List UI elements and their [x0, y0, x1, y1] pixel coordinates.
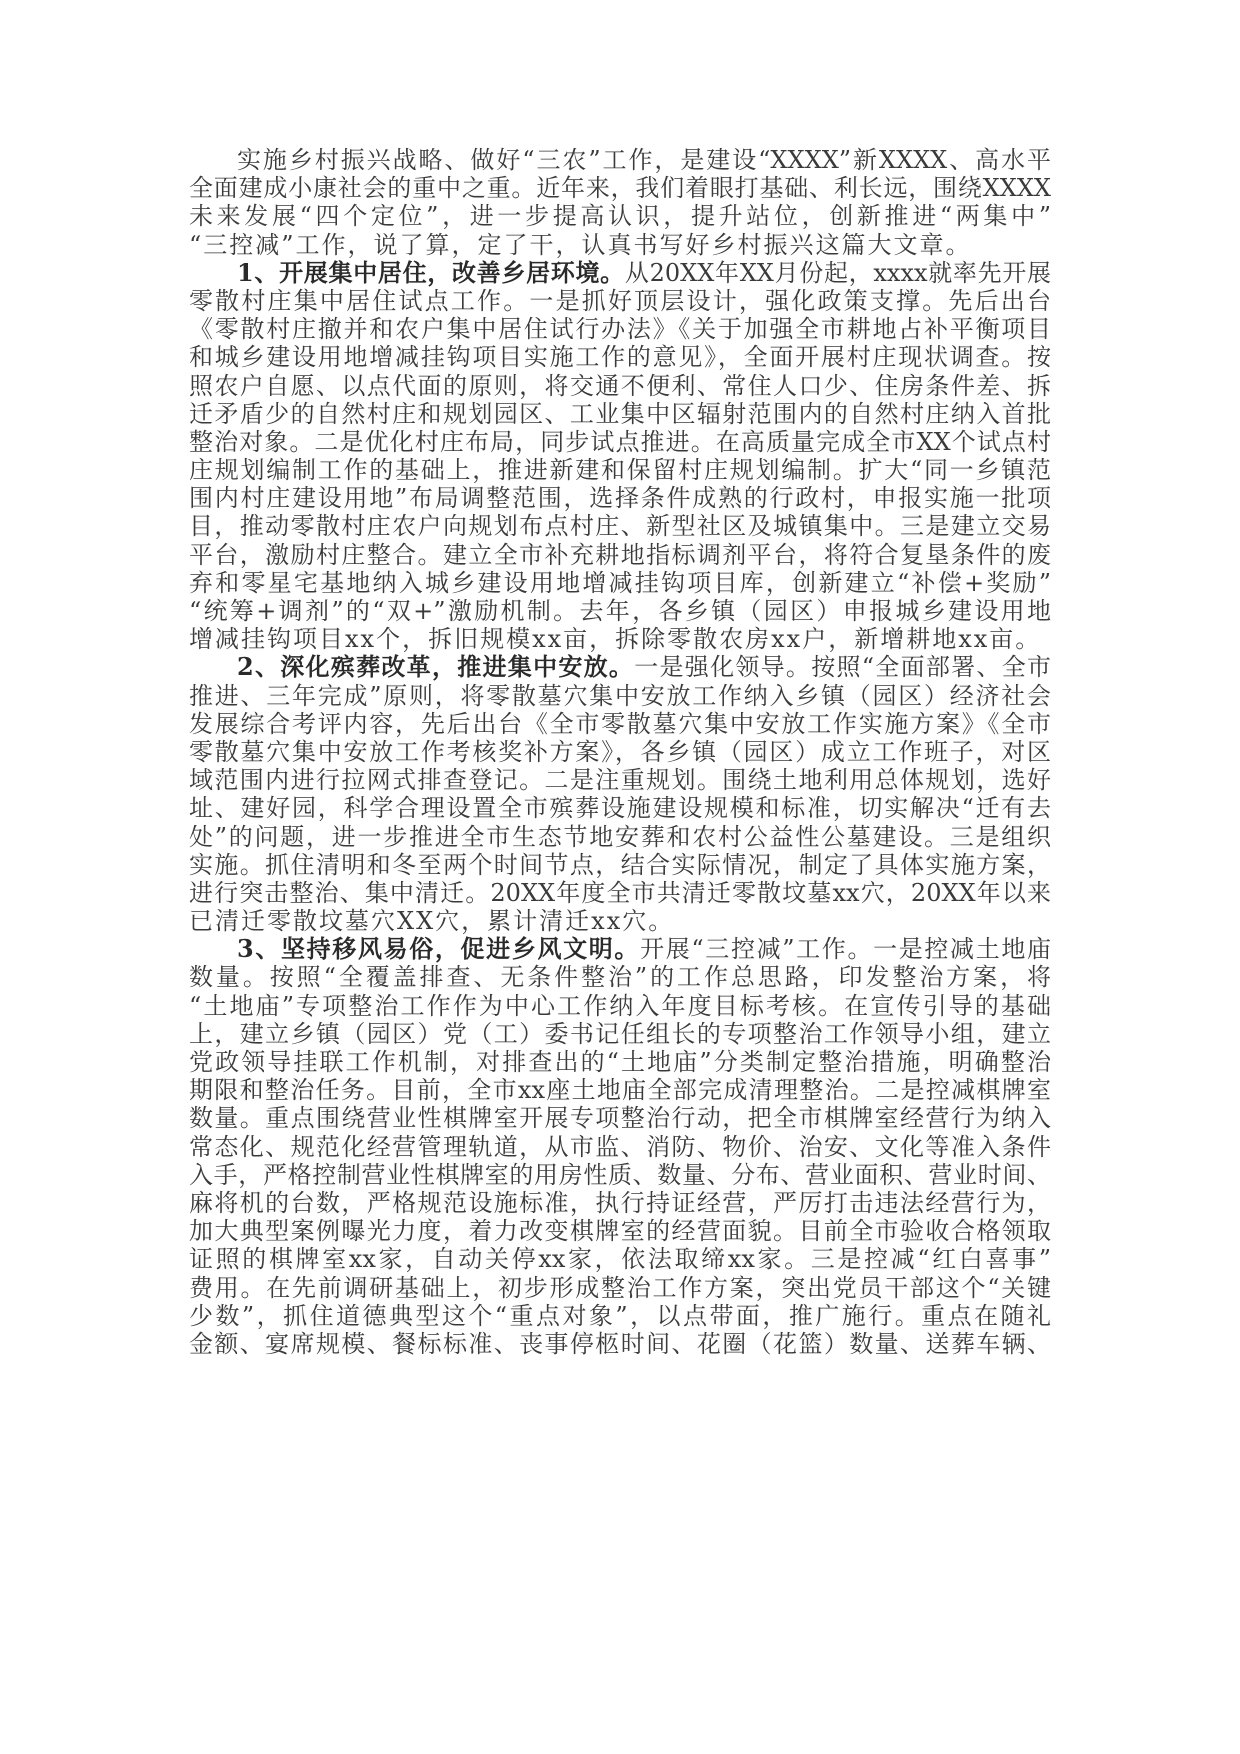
text-line: 金额、宴席规模、餐标标准、丧事停柩时间、花圈（花篮）数量、送葬车辆、 [189, 1329, 1051, 1358]
text-line: 实施。抓住清明和冬至两个时间节点，结合实际情况，制定了具体实施方案， [189, 850, 1051, 879]
text-line: 发展综合考评内容，先后出台《全市零散墓穴集中安放工作实施方案》《全市 [189, 709, 1051, 738]
paragraph-section-2 [189, 653, 1051, 935]
text-line [189, 935, 1051, 963]
text-line: 进行突击整治、集中清迁。20XX年度全市共清迁零散坟墓xx穴，20XX年以来 [189, 878, 1051, 907]
section-heading: 2、深化殡葬改革，推进集中安放。 [237, 652, 635, 682]
text-line: 麻将机的台数，严格规范设施标准，执行持证经营，严厉打击违法经营行为， [189, 1188, 1051, 1217]
paragraph-intro [189, 146, 1051, 259]
text-line: 增减挂钩项目xx个，拆旧规模xx亩，拆除零散农房xx户，新增耕地xx亩。 [189, 625, 1042, 654]
text-line: 整治对象。二是优化村庄布局，同步试点推进。在高质量完成全市XX个试点村 [189, 427, 1051, 456]
text-line: 弃和零星宅基地纳入城乡建设用地增减挂钩项目库，创新建立“补偿+奖励” [189, 568, 1051, 597]
text-line: 数量。按照“全覆盖排查、无条件整治”的工作总思路，印发整治方案，将 [189, 963, 1051, 992]
text-line: 上，建立乡镇（园区）党（工）委书记任组长的专项整治工作领导小组，建立 [189, 1019, 1051, 1048]
section-heading: 1、开展集中居住，改善乡居环境。 [237, 257, 625, 287]
text-line: 目，推动零散村庄农户向规划布点村庄、新型社区及城镇集中。三是建立交易 [189, 512, 1051, 541]
text-line: 未来发展“四个定位”，进一步提高认识，提升站位，创新推进“两集中” [189, 202, 1051, 231]
text-line: 常态化、规范化经营管理轨道，从市监、消防、物价、治安、文化等准入条件 [189, 1132, 1051, 1161]
text-line [189, 259, 1051, 287]
paragraph-section-3 [189, 935, 1051, 1358]
text-line: 和城乡建设用地增减挂钩项目实施工作的意见》，全面开展村庄现状调查。按 [189, 343, 1051, 372]
text-line: 庄规划编制工作的基础上，推进新建和保留村庄规划编制。扩大“同一乡镇范 [189, 456, 1051, 485]
text-line: “土地庙”专项整治工作作为中心工作纳入年度目标考核。在宣传引导的基础 [189, 991, 1051, 1020]
text-line: 《零散村庄撤并和农户集中居住试行办法》《关于加强全市耕地占补平衡项目 [189, 315, 1051, 344]
text-line: 域范围内进行拉网式排查登记。二是注重规划。围绕土地利用总体规划，选好 [189, 766, 1051, 795]
text-line: 数量。重点围绕营业性棋牌室开展专项整治行动，把全市棋牌室经营行为纳入 [189, 1104, 1051, 1133]
text-line: 推进、三年完成”原则，将零散墓穴集中安放工作纳入乡镇（园区）经济社会 [189, 681, 1051, 710]
document-page [189, 146, 1051, 1358]
text-line: 平台，激励村庄整合。建立全市补充耕地指标调剂平台，将符合复垦条件的废 [189, 540, 1051, 569]
text-line: 址、建好园，科学合理设置全市殡葬设施建设规模和标准，切实解决“迁有去 [189, 794, 1051, 823]
text-line: 少数”，抓住道德典型这个“重点对象”，以点带面，推广施行。重点在随礼 [189, 1301, 1051, 1330]
text-line: 全面建成小康社会的重中之重。近年来，我们着眼打基础、利长远，围绕XXXX [189, 174, 1051, 203]
section-heading: 3、坚持移风易俗，促进乡风文明。 [237, 934, 641, 964]
text-run: 一是强化领导。按照“全面部署、全市 [634, 653, 1051, 682]
text-line: 入手，严格控制营业性棋牌室的用房性质、数量、分布、营业面积、营业时间、 [189, 1160, 1051, 1189]
text-line: 费用。在先前调研基础上，初步形成整治工作方案，突出党员干部这个“关键 [189, 1273, 1051, 1302]
text-line: 已清迁零散坟墓穴XX穴，累计清迁xx穴。 [189, 907, 675, 936]
text-line: 期限和整治任务。目前，全市xx座土地庙全部完成清理整治。二是控减棋牌室 [189, 1076, 1051, 1105]
text-line: 照农户自愿、以点代面的原则，将交通不便利、常住人口少、住房条件差、拆 [189, 371, 1051, 400]
text-run: 开展“三控减”工作。一是控减土地庙 [640, 935, 1051, 964]
text-line: 零散村庄集中居住试点工作。一是抓好顶层设计，强化政策支撑。先后出台 [189, 286, 1051, 315]
text-line: 证照的棋牌室xx家，自动关停xx家，依法取缔xx家。三是控减“红白喜事” [189, 1245, 1051, 1274]
text-line: 零散墓穴集中安放工作考核奖补方案》，各乡镇（园区）成立工作班子，对区 [189, 737, 1051, 766]
paragraph-section-1 [189, 259, 1051, 654]
text-run: 从20XX年XX月份起，xxxx就率先开展 [624, 258, 1051, 287]
text-line: 迁矛盾少的自然村庄和规划园区、工业集中区辐射范围内的自然村庄纳入首批 [189, 399, 1051, 428]
text-line: 党政领导挂联工作机制，对排查出的“土地庙”分类制定整治措施，明确整治 [189, 1048, 1051, 1076]
text-line: 实施乡村振兴战略、做好“三农”工作，是建设“XXXX”新XXXX、高水平 [237, 146, 1051, 174]
text-line: “统筹+调剂”的“双+”激励机制。去年，各乡镇（园区）申报城乡建设用地 [189, 597, 1051, 625]
text-line: 处”的问题，进一步推进全市生态节地安葬和农村公益性公墓建设。三是组织 [189, 822, 1051, 851]
text-line: 加大典型案例曝光力度，着力改变棋牌室的经营面貌。目前全市验收合格领取 [189, 1217, 1051, 1246]
text-line [189, 653, 1051, 681]
text-line: “三控减”工作，说了算，定了干，认真书写好乡村振兴这篇大文章。 [189, 230, 972, 259]
text-line: 围内村庄建设用地”布局调整范围，选择条件成熟的行政村，申报实施一批项 [189, 484, 1051, 513]
